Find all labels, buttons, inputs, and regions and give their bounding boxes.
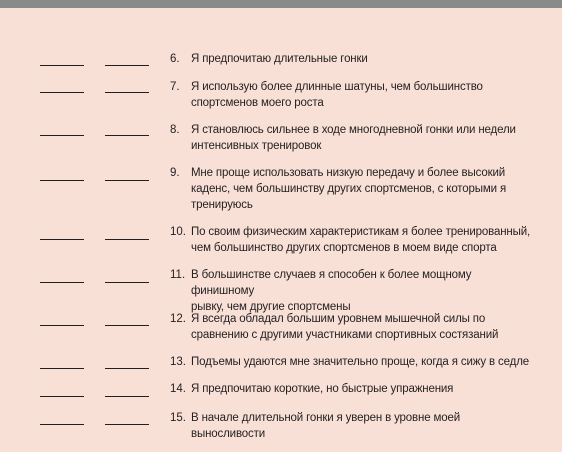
answer-blank-1[interactable]	[40, 368, 84, 369]
item-number: 11.	[170, 269, 186, 281]
item-number: 13.	[170, 356, 186, 368]
item-text: Я использую более длинные шатуны, чем большинство спортсменов моего роста	[191, 81, 483, 109]
answer-blank-2[interactable]	[105, 424, 149, 425]
item-text: Мне проще использовать низкую передачу и более высокий каденс, чем большинству других спортсменов, с которыми я тренируюсь	[191, 167, 507, 211]
item-text: Я предпочитаю длительные гонки	[191, 53, 368, 65]
item-number: 8.	[170, 124, 180, 136]
item-text: Подъемы удаются мне значительно проще, когда я сижу в седле	[191, 356, 529, 368]
answer-blank-1[interactable]	[40, 325, 84, 326]
answer-blank-2[interactable]	[105, 135, 149, 136]
answer-blank-1[interactable]	[40, 424, 84, 425]
answer-blank-1[interactable]	[40, 180, 84, 181]
answer-blank-2[interactable]	[105, 396, 149, 397]
item-text: По своим физическим характеристикам я более тренированный, чем большинство других спортсменов в моем виде спорта	[191, 226, 531, 254]
answer-blank-2[interactable]	[105, 180, 149, 181]
item-text: В начале длительной гонки я уверен в уровне моей выносливости	[191, 412, 461, 440]
answer-blank-1[interactable]	[40, 239, 84, 240]
item-number: 10.	[170, 226, 186, 238]
item-number: 9.	[170, 167, 180, 179]
answer-blank-2[interactable]	[105, 239, 149, 240]
item-number: 14.	[170, 383, 186, 395]
answer-blank-2[interactable]	[105, 282, 149, 283]
answer-blank-2[interactable]	[105, 92, 149, 93]
answer-blank-1[interactable]	[40, 282, 84, 283]
answer-blank-1[interactable]	[40, 65, 84, 66]
item-number: 6.	[170, 53, 180, 65]
answer-blank-1[interactable]	[40, 92, 84, 93]
answer-blank-2[interactable]	[105, 65, 149, 66]
item-text: Я становлюсь сильнее в ходе многодневной гонки или недели интенсивных тренировок	[191, 124, 516, 152]
item-text: Я предпочитаю короткие, но быстрые упражнения	[191, 383, 454, 395]
item-number: 12.	[170, 313, 186, 325]
item-number: 7.	[170, 81, 180, 93]
item-text: Я всегда обладал большим уровнем мышечной силы по сравнению с другими участниками спортивных состязаний	[191, 313, 499, 341]
top-bar	[0, 0, 562, 8]
answer-blank-2[interactable]	[105, 325, 149, 326]
answer-blank-1[interactable]	[40, 396, 84, 397]
answer-blank-2[interactable]	[105, 368, 149, 369]
item-text: В большинстве случаев я способен к более мощному финишному рывку, чем другие спортсмены	[191, 269, 472, 313]
answer-blank-1[interactable]	[40, 135, 84, 136]
item-number: 15.	[170, 412, 186, 424]
